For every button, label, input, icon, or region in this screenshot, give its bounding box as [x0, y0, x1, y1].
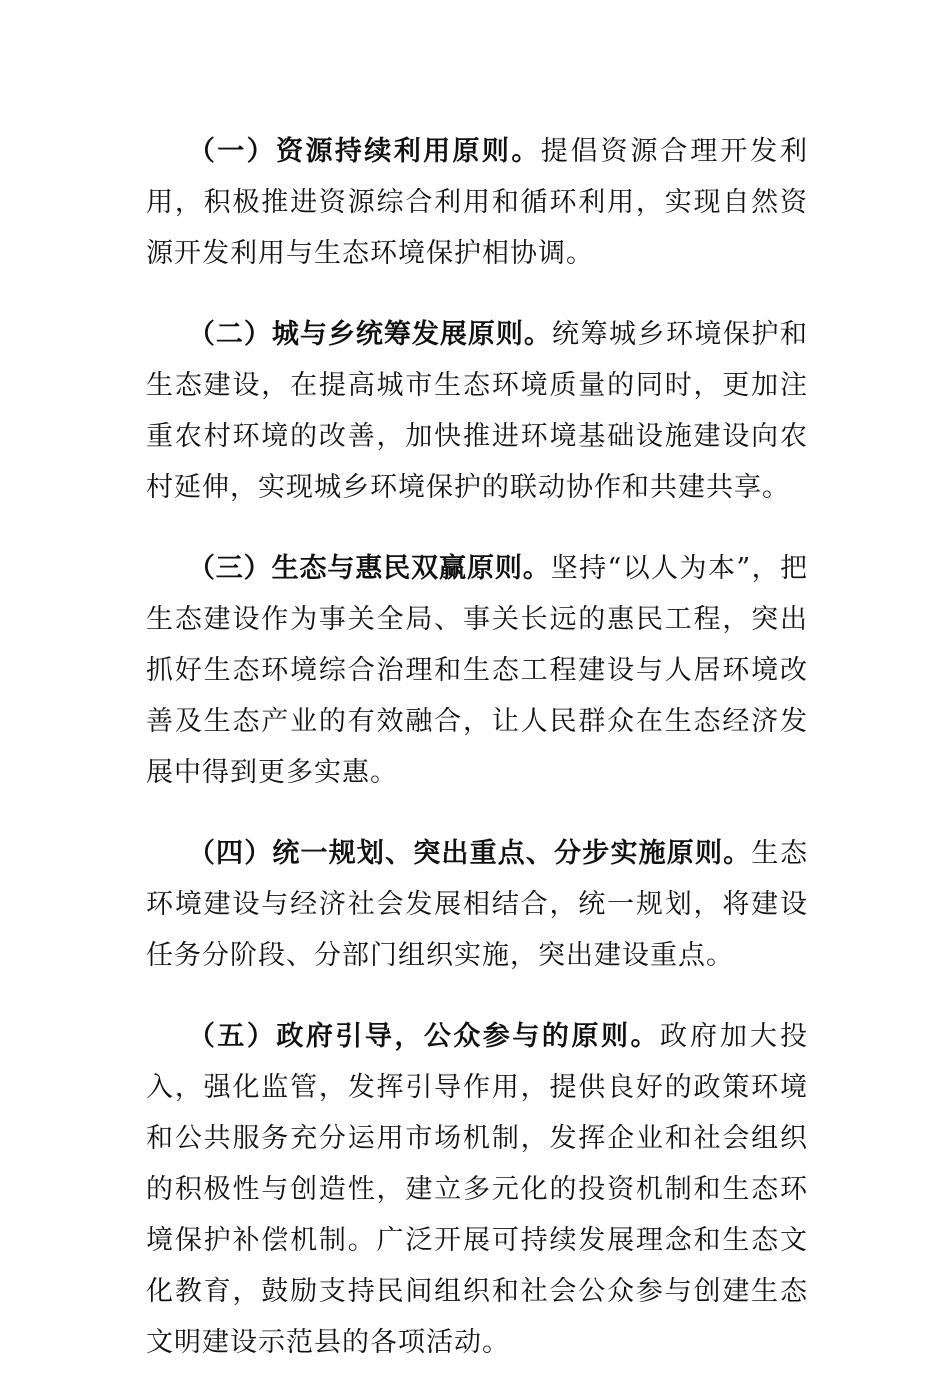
- principle-heading-5: （五）政府引导，公众参与的原则。: [187, 1021, 660, 1052]
- principle-heading-2: （二）城与乡统筹发展原则。: [187, 319, 552, 350]
- principle-heading-1: （一）资源持续利用原则。: [187, 136, 541, 167]
- document-body: [146, 126, 808, 1398]
- principle-heading-4: （四）统一规划、突出重点、分步实施原则。: [187, 838, 752, 869]
- principle-paragraph-5: [146, 1011, 808, 1368]
- principle-heading-3: （三）生态与惠民双赢原则。: [187, 553, 551, 584]
- principle-paragraph-2: [146, 309, 808, 513]
- principle-paragraph-1: [146, 126, 808, 279]
- principle-text-4: 生态环境建设与经济社会发展相结合，统一规划，将建设任务分阶段、分部门组织实施，突出建设重点。: [146, 838, 809, 971]
- principle-text-3: 坚持“以人为本”，把生态建设作为事关全局、事关长远的惠民工程，突出抓好生态环境综合治理和生态工程建设与人居环境改善及生态产业的有效融合，让人民群众在生态经济发展中得到更多实惠。: [146, 553, 809, 788]
- principle-text-2: 统筹城乡环境保护和生态建设，在提高城市生态环境质量的同时，更加注重农村环境的改善，加快推进环境基础设施建设向农村延伸，实现城乡环境保护的联动协作和共建共享。: [146, 319, 809, 503]
- principle-text-5: 政府加大投入，强化监管，发挥引导作用，提供良好的政策环境和公共服务充分运用市场机制，发挥企业和社会组织的积极性与创造性，建立多元化的投资机制和生态环境保护补偿机制。广泛开展可持续发展理念和生态文化教育，鼓励支持民间组织和社会公众参与创建生态文明建设示范县的各项活动。: [146, 1021, 808, 1358]
- principle-paragraph-4: [146, 828, 808, 981]
- principle-text-1: 提倡资源合理开发利用，积极推进资源综合利用和循环利用，实现自然资源开发利用与生态环境保护相协调。: [146, 136, 809, 269]
- principle-paragraph-3: [146, 543, 808, 798]
